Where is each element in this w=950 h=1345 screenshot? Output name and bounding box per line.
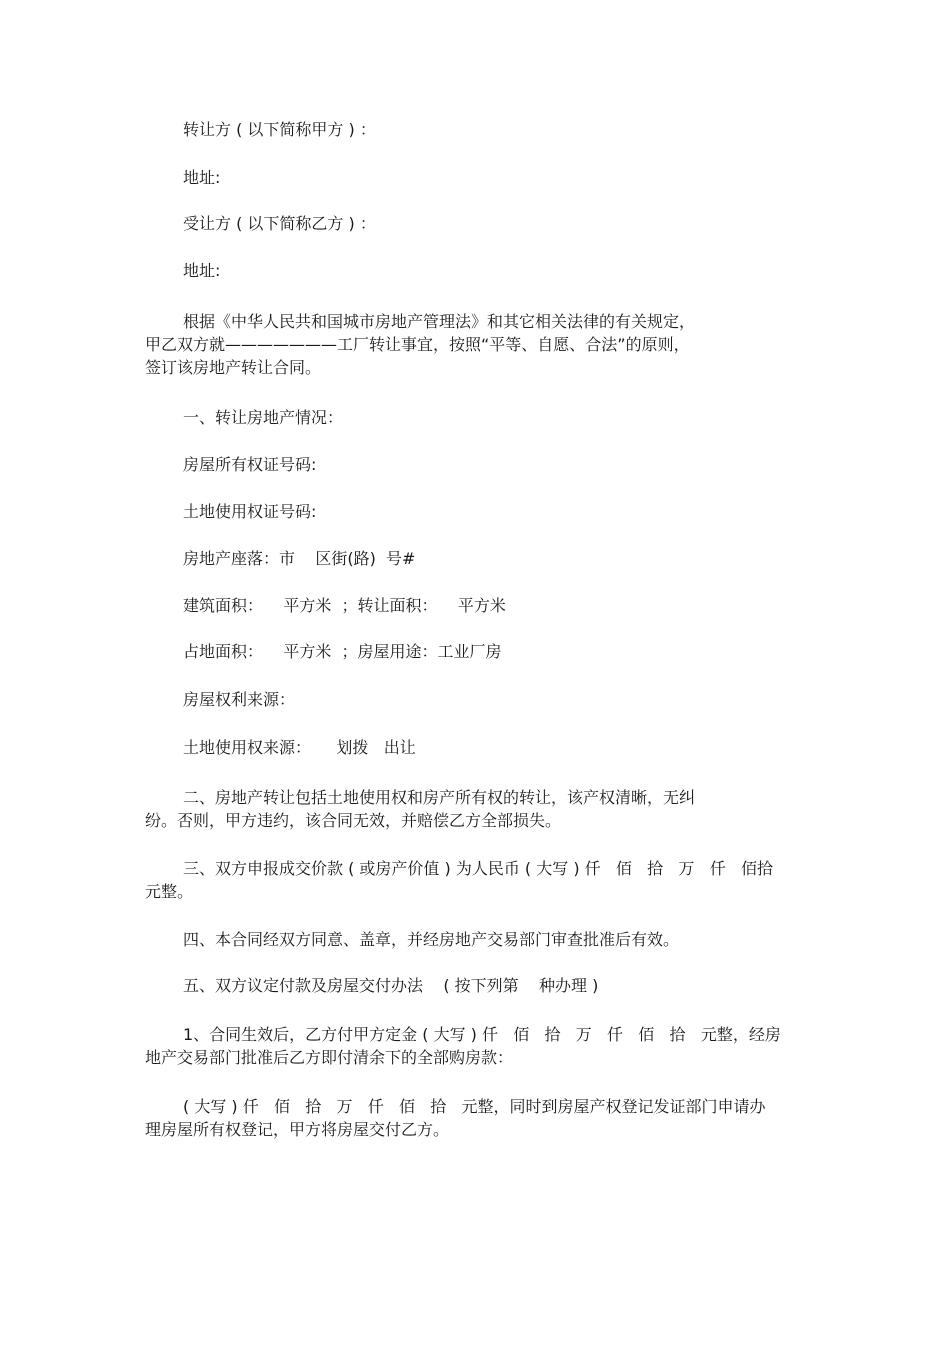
item-1-line-2: 地产交易部门批准后乙方即付清余下的全部购房款： [145,1048,514,1067]
section-5-title [145,974,805,997]
section-2-paragraph [145,786,805,832]
house-cert-text: 房屋所有权证号码: [183,455,317,474]
section-4-text: 四、本合同经双方同意、盖章，并经房地产交易部门审查批准后有效。 [183,930,680,949]
section-5-title-text: 五、双方议定付款及房屋交付办法 ( 按下列第 种办理 ) [183,976,599,995]
transferor-address-text: 地址: [183,168,221,187]
item-1-paragraph [145,1023,805,1069]
item-1-line-1: 1、合同生效后，乙方付甲方定金 ( 大写 ) 仟 佰 拾 万 仟 佰 拾 元整，经房 [183,1025,781,1044]
land-cert-text: 土地使用权证号码: [183,502,317,521]
land-rights-source-text: 土地使用权来源： 划拨 出让 [183,738,416,757]
item-1b-paragraph [145,1095,805,1141]
section-4-paragraph [145,928,805,951]
land-rights-source-line [145,736,805,759]
section-3-paragraph [145,857,805,903]
section-2-line-1: 二、房地产转让包括土地使用权和房产所有权的转让，该产权清晰，无纠 [183,788,696,807]
item-1b-line-2: 理房屋所有权登记，甲方将房屋交付乙方。 [145,1120,450,1139]
preamble-line-1: 根据《中华人民共和国城市房地产管理法》和其它相关法律的有关规定， [183,312,696,331]
land-cert-line [145,500,805,523]
preamble-paragraph [145,310,805,379]
house-rights-source-text: 房屋权利来源： [183,690,296,709]
item-1b-line-1: ( 大写 ) 仟 佰 拾 万 仟 佰 拾 元整，同时到房屋产权登记发证部门申请办 [183,1097,766,1116]
house-cert-line [145,453,805,476]
section-3-line-2: 元整。 [145,882,194,901]
preamble-line-2: 甲乙双方就———————工厂转让事宜，按照“平等、自愿、合法”的原则， [145,335,690,354]
building-area-text: 建筑面积： 平方米 ；转让面积： 平方米 [183,596,506,615]
house-rights-source-line [145,688,805,711]
location-line [145,547,805,570]
transferee-address-text: 地址: [183,261,221,280]
section-1-title-text: 一、转让房地产情况： [183,408,344,427]
transferee-address-line [145,259,805,282]
transferor-line [145,118,805,141]
transferee-text: 受让方 ( 以下简称乙方 ) ： [183,214,376,233]
transferor-address-line [145,166,805,189]
land-area-line [145,640,805,663]
building-area-line [145,594,805,617]
section-2-line-2: 纷。否则，甲方违约，该合同无效，并赔偿乙方全部损失。 [145,811,562,830]
location-text: 房地产座落：市 区街(路) 号# [183,549,416,568]
land-area-text: 占地面积： 平方米 ；房屋用途：工业厂房 [183,642,502,661]
transferor-text: 转让方 ( 以下简称甲方 ) ： [183,120,376,139]
preamble-line-3: 签订该房地产转让合同。 [145,358,322,377]
section-3-line-1: 三、双方申报成交价款 ( 或房产价值 ) 为人民币 ( 大写 ) 仟 佰 拾 万 仟 佰拾 [183,859,773,878]
transferee-line [145,212,805,235]
section-1-title [145,406,805,429]
